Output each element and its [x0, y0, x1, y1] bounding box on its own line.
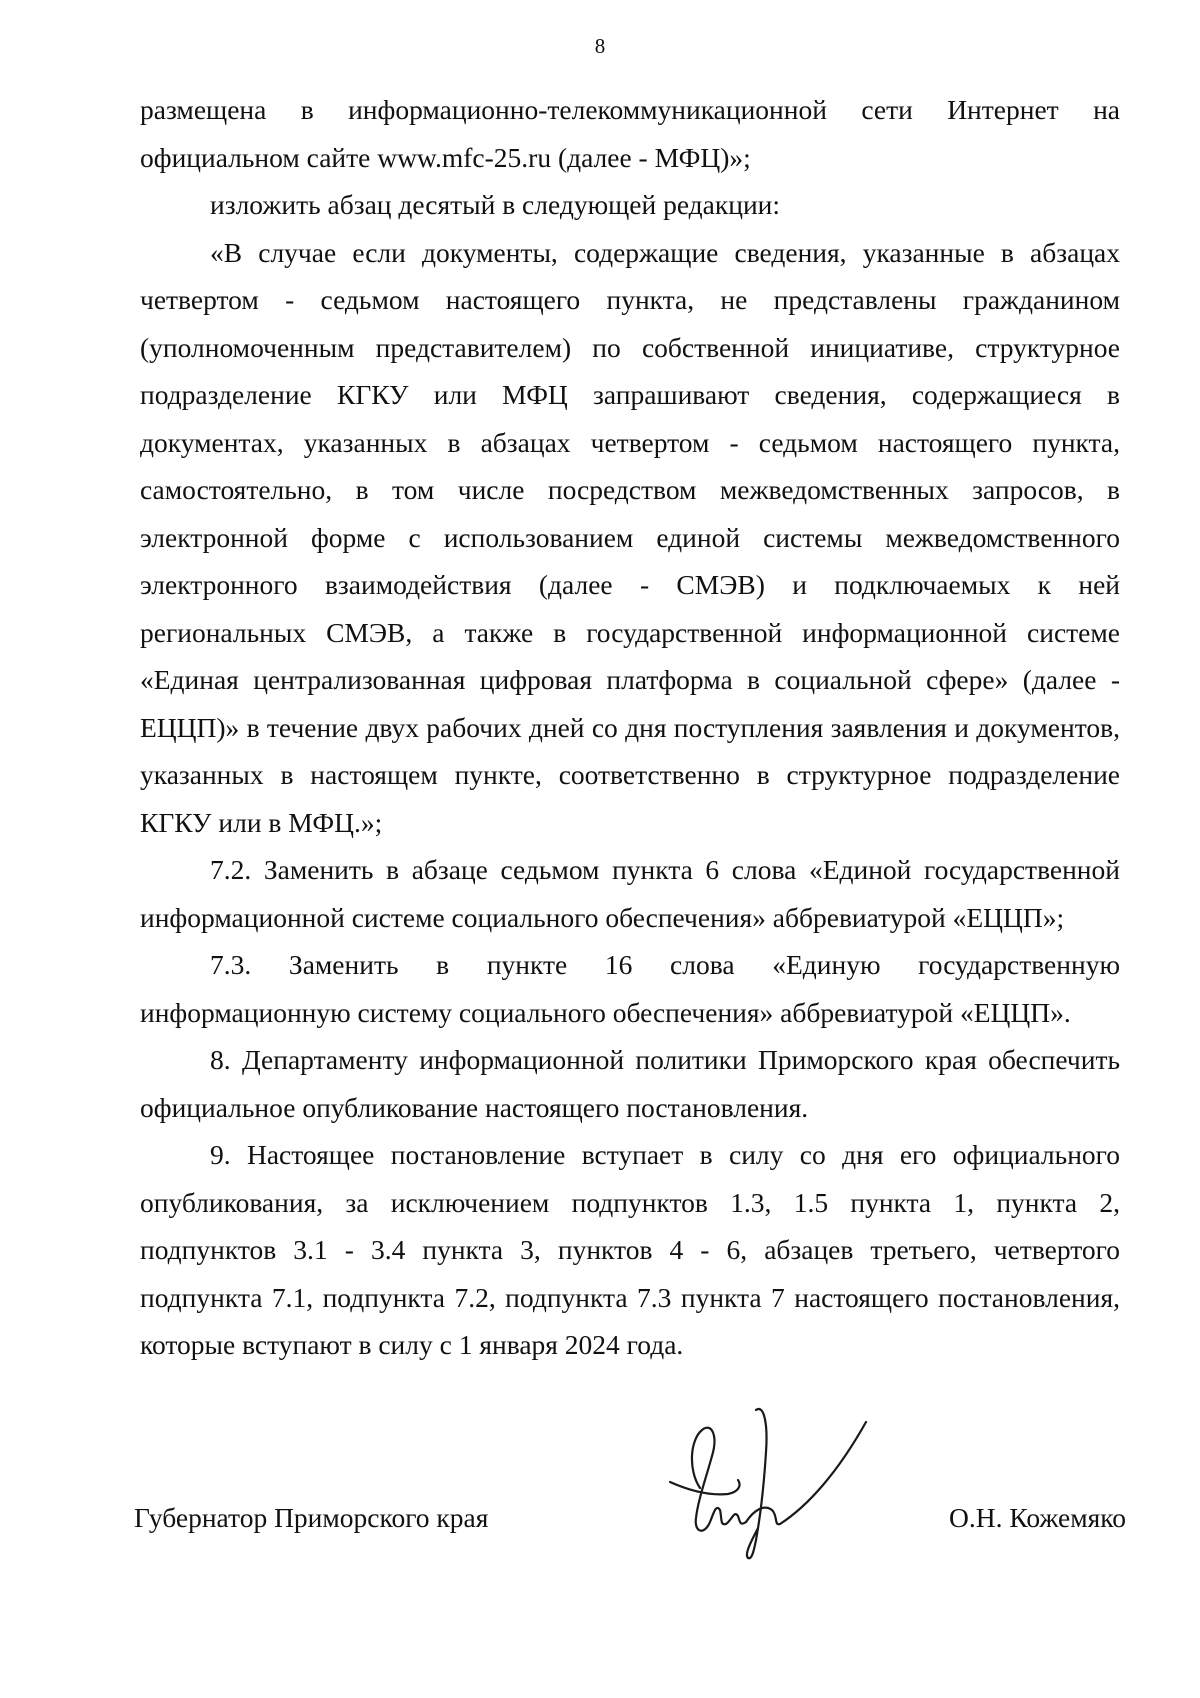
paragraph-item-7-2: 7.2. Заменить в абзаце седьмом пункта 6 слова «Единой государственной информационной системе социального обеспечения» аббревиатурой «ЕЦЦП»;: [140, 854, 1120, 933]
paragraph-item-7-3: 7.3. Заменить в пункте 16 слова «Единую государственную информационную систему социального обеспечения» аббревиатурой «ЕЦЦП».: [140, 949, 1120, 1028]
paragraph-continuation: размещена в информационно-телекоммуникационной сети Интернет на официальном сайте www.mfc-25.ru (далее - МФЦ)»;: [140, 94, 1120, 173]
paragraph-item-9: 9. Настоящее постановление вступает в силу со дня его официального опубликования, за исключением подпунктов 1.3, 1.5 пункта 1, пункта 2, подпунктов 3.1 - 3.4 пункта 3, пунктов 4 - 6, абзацев третьего, четвертого подпункта 7.1, подпункта 7.2, подпункта 7.3 пункта 7 настоящего постановления, которые вступают в силу с 1 января 2024 года.: [140, 1139, 1120, 1360]
paragraph-amendment-text: «В случае если документы, содержащие сведения, указанные в абзацах четвертом - седьмом настоящего пункта, не представлены гражданином (уполномоченным представителем) по собственной инициативе, структурное подразделение КГКУ или МФЦ запрашивают сведения, содержащиеся в документах, указанных в абзацах четвертом - седьмом настоящего пункта, самостоятельно, в том числе посредством межведомственных запросов, в электронной форме с использованием единой системы межведомственного электронного взаимодействия (далее - СМЭВ) и подключаемых к ней региональных СМЭВ, а также в государственной информационной системе «Единая централизованная цифровая платформа в социальной сфере» (далее - ЕЦЦП)» в течение двух рабочих дней со дня поступления заявления и документов, указанных в настоящем пункте, соответственно в структурное подразделение КГКУ или в МФЦ.»;: [140, 236, 1120, 838]
handwritten-signature-icon: [668, 1400, 898, 1570]
paragraph-amendment-intro: изложить абзац десятый в следующей редакции:: [210, 189, 781, 220]
signer-position: Губернатор Приморского края: [134, 1502, 489, 1533]
page-number: 8: [594, 34, 606, 58]
document-body: [140, 86, 1120, 1369]
paragraph-item-8: 8. Департаменту информационной политики Приморского края обеспечить официальное опубликование настоящего постановления.: [140, 1044, 1120, 1123]
signer-name: О.Н. Кожемяко: [949, 1502, 1126, 1533]
signature-block: [134, 1498, 1126, 1538]
